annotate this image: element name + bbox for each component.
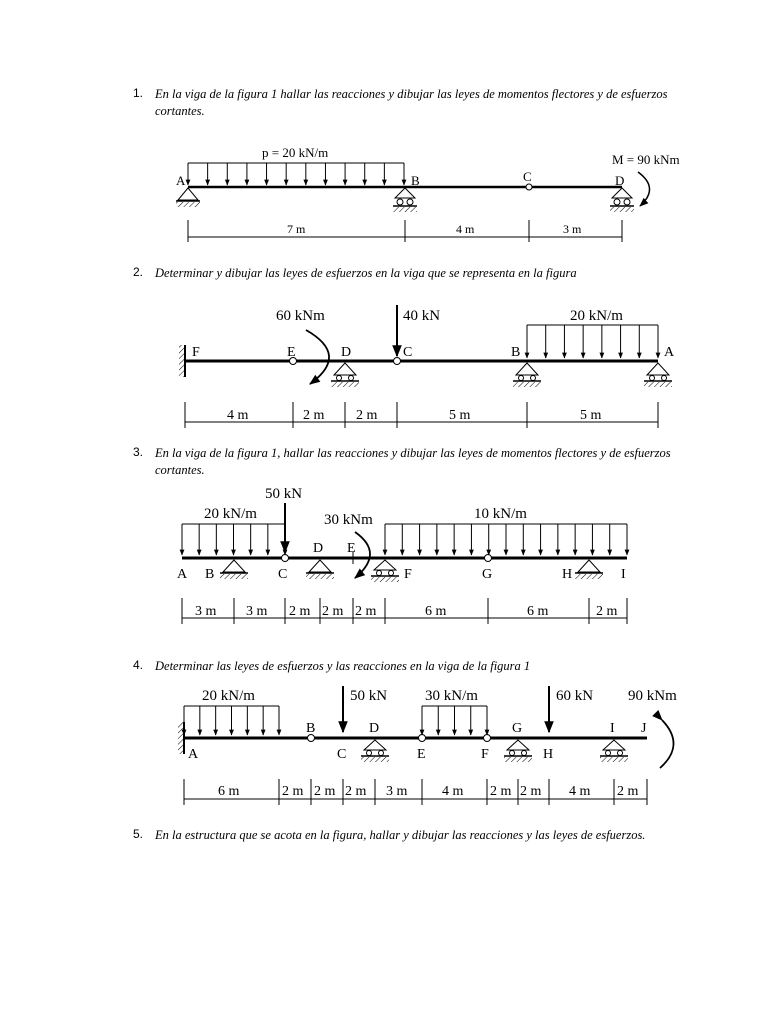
hinge-e: [419, 735, 426, 742]
point-label: G: [512, 721, 523, 736]
point-label: E: [417, 747, 426, 762]
hinge-c: [282, 555, 289, 562]
point-label: C: [523, 169, 532, 184]
dim-label: 2 m: [314, 784, 336, 799]
load-label: 20 kN/m: [570, 308, 623, 324]
support-i: [600, 740, 628, 762]
point-label: H: [543, 747, 554, 762]
dim-label: 4 m: [442, 784, 464, 799]
dim-label: 6 m: [218, 784, 240, 799]
problem-text: En la estructura que se acota en la figura, hallar y dibujar las reacciones y las leyes de esfuerzos.: [155, 828, 646, 842]
point-label: B: [205, 567, 215, 582]
dim-label: 4 m: [569, 784, 591, 799]
point-label: E: [347, 541, 356, 556]
dim-label: 2 m: [303, 408, 325, 423]
moment-arrow: [306, 330, 329, 384]
dim-label: 4 m: [227, 408, 249, 423]
load-label: 10 kN/m: [474, 506, 527, 522]
dim-label: 2 m: [596, 604, 618, 619]
distributed-load-2: [422, 706, 487, 735]
dim-label: 2 m: [282, 784, 304, 799]
support-b: [393, 188, 417, 212]
moment-arrow: [660, 720, 674, 768]
point-label: B: [306, 721, 316, 736]
problem-number: 5.: [133, 827, 144, 841]
moment-arrow: [355, 532, 370, 578]
problem-number: 2.: [133, 265, 144, 279]
problem-number: 1.: [133, 86, 144, 100]
support-d: [361, 740, 389, 762]
distributed-load-2: [385, 524, 627, 555]
point-label: A: [177, 567, 188, 582]
fixed-support-f: [179, 345, 185, 377]
dim-label: 2 m: [289, 604, 311, 619]
point-label: J: [641, 721, 647, 736]
distributed-load-1: [182, 524, 285, 555]
load-label: p = 20 kN/m: [262, 145, 329, 160]
support-b: [513, 363, 541, 387]
point-label: C: [278, 567, 288, 582]
support-b: [220, 560, 248, 579]
moment-label: 60 kNm: [276, 308, 325, 324]
load-label: 30 kN/m: [425, 688, 478, 704]
problem-text: En la viga de la figura 1, hallar las reacciones y dibujar las leyes de momentos flectores y de esfuerzos cortantes.: [155, 446, 671, 477]
point-label: D: [369, 721, 380, 736]
support-f: [371, 560, 399, 582]
dim-label: 2 m: [356, 408, 378, 423]
dim-label: 2 m: [617, 784, 639, 799]
point-label: I: [610, 721, 615, 736]
dim-label: 2 m: [355, 604, 377, 619]
figure-3: [177, 486, 627, 624]
dim-label: 3 m: [563, 222, 582, 236]
force-label: 50 kN: [265, 486, 303, 502]
moment-label: 90 kNm: [628, 688, 677, 704]
point-label: F: [481, 747, 489, 762]
point-label: F: [192, 345, 200, 360]
point-label: C: [403, 345, 413, 360]
figure-1: [176, 145, 680, 242]
figure-4: [178, 686, 677, 805]
dim-label: 4 m: [456, 222, 475, 236]
dim-label: 2 m: [520, 784, 542, 799]
fixed-support-a: [178, 722, 184, 754]
point-label: A: [188, 747, 199, 762]
dim-label: 5 m: [449, 408, 471, 423]
distributed-load: [188, 163, 404, 185]
point-label: B: [411, 173, 420, 188]
point-label: B: [511, 345, 521, 360]
load-label: 20 kN/m: [204, 506, 257, 522]
dimension-line: [188, 220, 622, 242]
force-label: 50 kN: [350, 688, 388, 704]
point-label: D: [615, 173, 625, 188]
force-label: 40 kN: [403, 308, 441, 324]
point-label: D: [313, 541, 324, 556]
distributed-load-1: [184, 706, 279, 735]
point-label: E: [287, 345, 296, 360]
problem-text: Determinar las leyes de esfuerzos y las reacciones en la viga de la figura 1: [155, 659, 531, 673]
point-label: H: [562, 567, 573, 582]
dim-label: 7 m: [287, 222, 306, 236]
problem-number: 3.: [133, 445, 144, 459]
support-d: [331, 363, 359, 387]
point-label: C: [337, 747, 347, 762]
dim-label: 2 m: [322, 604, 344, 619]
point-label: I: [621, 567, 626, 582]
dim-label: 3 m: [246, 604, 268, 619]
support-d: [306, 560, 334, 579]
support-a: [176, 188, 200, 207]
hinge-c: [394, 358, 401, 365]
support-g: [504, 740, 532, 762]
support-h: [575, 560, 603, 579]
moment-label: M = 90 kNm: [612, 152, 680, 167]
force-label: 60 kN: [556, 688, 594, 704]
dim-label: 2 m: [345, 784, 367, 799]
problem-text: En la viga de la figura 1 hallar las reacciones y dibujar las leyes de momentos flectores y de esfuerzos cortantes.: [155, 87, 668, 118]
dim-label: 6 m: [527, 604, 549, 619]
point-label: A: [664, 345, 675, 360]
problem-text: Determinar y dibujar las leyes de esfuerzos en la viga que se representa en la figura: [155, 266, 577, 280]
figure-2: [179, 305, 675, 428]
hinge-g: [485, 555, 492, 562]
point-label: D: [341, 345, 352, 360]
load-label: 20 kN/m: [202, 688, 255, 704]
point-label: A: [176, 173, 186, 188]
dim-label: 6 m: [425, 604, 447, 619]
moment-arrow: [638, 172, 650, 206]
dim-label: 3 m: [195, 604, 217, 619]
hinge-f: [484, 735, 491, 742]
dim-label: 2 m: [490, 784, 512, 799]
point-label: F: [404, 567, 412, 582]
dim-label: 5 m: [580, 408, 602, 423]
dim-label: 3 m: [386, 784, 408, 799]
moment-label: 30 kNm: [324, 512, 373, 528]
support-d: [610, 188, 634, 212]
distributed-load: [527, 325, 658, 358]
point-label: G: [482, 567, 493, 582]
hinge-c: [526, 184, 532, 190]
problem-number: 4.: [133, 658, 144, 672]
support-a: [644, 363, 672, 387]
